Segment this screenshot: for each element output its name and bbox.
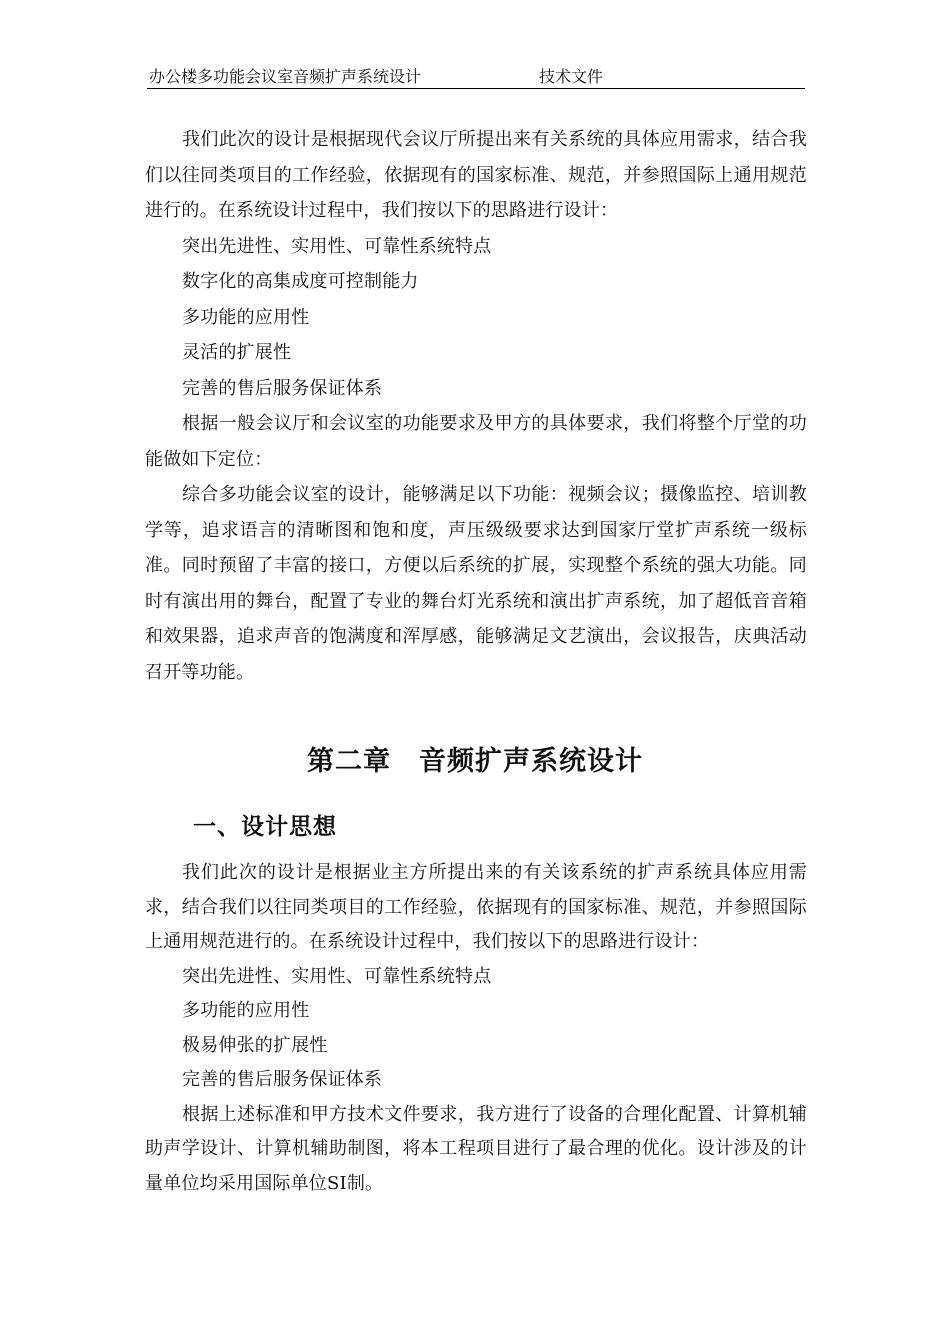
section-list-item: 多功能的应用性 xyxy=(182,1000,310,1021)
intro-list-item: 灵活的扩展性 xyxy=(182,342,292,363)
intro-paragraph-1: 我们此次的设计是根据现代会议厅所提出来有关系统的具体应用需求，结合我们以往同类项目的工作经验，依据现有的国家标准、规范，并参照国际上通用规范进行的。在系统设计过程中，我们按以下的思路进行设计： xyxy=(145,129,807,221)
header-document-title: 办公楼多功能会议室音频扩声系统设计 xyxy=(149,67,422,86)
intro-section xyxy=(145,122,807,690)
section-list-item: 突出先进性、实用性、可靠性系统特点 xyxy=(182,965,492,987)
intro-list-item: 多功能的应用性 xyxy=(182,306,310,328)
section-list-item: 完善的售后服务保证体系 xyxy=(182,1069,383,1090)
chapter-heading: 第二章 音频扩声系统设计 xyxy=(307,746,643,777)
intro-paragraph-3: 综合多功能会议室的设计，能够满足以下功能：视频会议；摄像监控、培训教学等，追求语言的清晰图和饱和度，声压级级要求达到国家厅堂扩声系统一级标准。同时预留了丰富的接口，方便以后系统的扩展，实现整个系统的强大功能。同时有演出用的舞台，配置了专业的舞台灯光系统和演出扩声系统，加了超低音音箱和效果器，追求声音的饱满度和浑厚感，能够满足文艺演出，会议报告，庆典活动召开等功能。 xyxy=(145,484,807,683)
intro-paragraph-2: 根据一般会议厅和会议室的功能要求及甲方的具体要求，我们将整个厅堂的功能做如下定位： xyxy=(145,413,807,470)
section-paragraph-1: 我们此次的设计是根据业主方所提出来的有关该系统的扩声系统具体应用需求，结合我们以往同类项目的工作经验，依据现有的国家标准、规范，并参照国际上通用规范进行的。在系统设计过程中，我们按以下的思路进行设计： xyxy=(145,862,807,952)
intro-list-item: 数字化的高集成度可控制能力 xyxy=(182,271,419,292)
section-list-item: 极易伸张的扩展性 xyxy=(182,1034,328,1056)
section-heading: 一、设计思想 xyxy=(193,814,337,840)
design-concept-section xyxy=(145,856,807,1201)
intro-list-item: 完善的售后服务保证体系 xyxy=(182,377,383,399)
page-header xyxy=(147,62,805,89)
header-document-type: 技术文件 xyxy=(539,67,604,86)
section-paragraph-2: 根据上述标准和甲方技术文件要求，我方进行了设备的合理化配置、计算机辅助声学设计、计算机辅助制图，将本工程项目进行了最合理的优化。设计涉及的计量单位均采用国际单位SI制。 xyxy=(145,1103,807,1194)
intro-list-item: 突出先进性、实用性、可靠性系统特点 xyxy=(182,235,492,257)
